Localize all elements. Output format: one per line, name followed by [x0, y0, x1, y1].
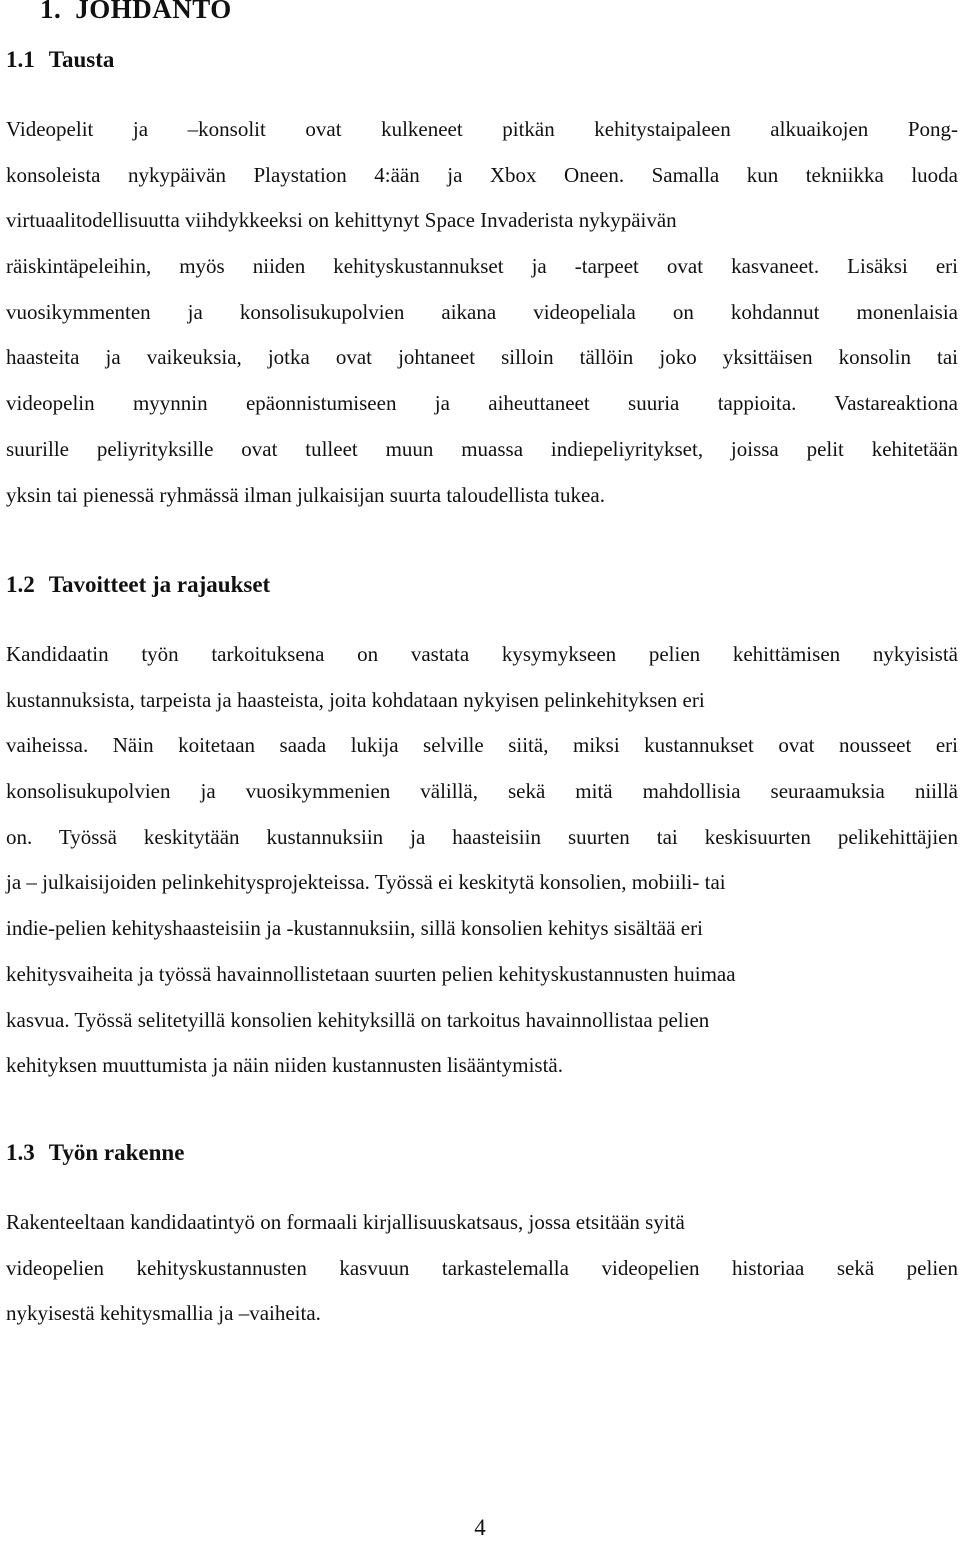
paragraph-line: virtuaalitodellisuutta viihdykkeeksi on kehittynyt Space Invaderista nykypäivän	[6, 208, 677, 233]
paragraph-line: kehitysvaiheita ja työssä havainnollistetaan suurten pelien kehityskustannusten huimaa	[6, 961, 736, 986]
paragraph-line: konsoleista nykypäivän Playstation 4:ään ja Xbox Oneen. Samalla kun tekniikka luoda	[6, 162, 958, 187]
section-number: 1.3	[6, 1140, 35, 1165]
paragraph-line: videopelin myynnin epäonnistumiseen ja aiheuttaneet suuria tappioita. Vastareaktiona	[6, 391, 958, 416]
paragraph-line: konsolisukupolvien ja vuosikymmenien välillä, sekä mitä mahdollisia seuraamuksia niillä	[6, 779, 958, 804]
section-heading-tausta	[6, 47, 114, 73]
paragraph-line: indie-pelien kehityshaasteisiin ja -kustannuksiin, sillä konsolien kehitys sisältää eri	[6, 916, 703, 941]
paragraph-line: nykyisestä kehitysmallia ja –vaiheita.	[6, 1301, 321, 1326]
paragraph-line: kustannuksista, tarpeista ja haasteista, joita kohdataan nykyisen pelinkehityksen eri	[6, 687, 705, 712]
paragraph-line: Videopelit ja –konsolit ovat kulkeneet pitkän kehitystaipaleen alkuaikojen Pong-	[6, 117, 958, 141]
paragraph-line: kehityksen muuttumista ja näin niiden kustannusten lisääntymistä.	[6, 1053, 564, 1078]
paragraph-line: vuosikymmenten ja konsolisukupolvien aikana videopeliala on kohdannut monenlaisia	[6, 299, 958, 324]
paragraph-line: haasteita ja vaikeuksia, jotka ovat johtaneet silloin tällöin joko yksittäisen konsolin tai	[6, 345, 958, 370]
paragraph-line: ja – julkaisijoiden pelinkehitysprojekteissa. Työssä ei keskitytä konsolien, mobiili- tai	[6, 870, 726, 895]
paragraph-line: Kandidaatin työn tarkoituksena on vastata kysymykseen pelien kehittämisen nykyisistä	[6, 642, 958, 666]
paragraph-line: kasvua. Työssä selitetyillä konsolien kehityksillä on tarkoitus havainnollistaa pelien	[6, 1007, 710, 1032]
paragraph-line: suurille peliyrityksille ovat tulleet muun muassa indiepeliyritykset, joissa pelit kehitetään	[6, 436, 958, 461]
paragraph-line: videopelien kehityskustannusten kasvuun tarkastelemalla videopelien historiaa sekä pelien	[6, 1255, 958, 1280]
chapter-number: 1.	[40, 0, 62, 24]
chapter-title	[40, 0, 232, 25]
paragraph-line: vaiheissa. Näin koitetaan saada lukija selville siitä, miksi kustannukset ovat nousseet eri	[6, 733, 958, 758]
section-heading-tavoitteet	[6, 572, 270, 598]
chapter-title-text: JOHDANTO	[75, 0, 232, 24]
section-heading-rakenne	[6, 1140, 184, 1166]
paragraph-line: on. Työssä keskitytään kustannuksiin ja haasteisiin suurten tai keskisuurten pelikehittäjien	[6, 824, 958, 849]
paragraph-tausta	[6, 107, 958, 518]
paragraph-line: Rakenteeltaan kandidaatintyö on formaali kirjallisuuskatsaus, jossa etsitään syitä	[6, 1210, 685, 1234]
section-title: Tausta	[48, 47, 115, 72]
section-title: Työn rakenne	[48, 1140, 185, 1165]
paragraph-tavoitteet	[6, 632, 958, 1089]
paragraph-line: räiskintäpeleihin, myös niiden kehityskustannukset ja -tarpeet ovat kasvaneet. Lisäksi eri	[6, 254, 958, 279]
section-number: 1.2	[6, 572, 35, 597]
page-number: 4	[474, 1515, 486, 1540]
section-title: Tavoitteet ja rajaukset	[48, 572, 271, 597]
paragraph-line: yksin tai pienessä ryhmässä ilman julkaisijan suurta taloudellista tukea.	[6, 482, 605, 507]
section-number: 1.1	[6, 47, 35, 72]
paragraph-rakenne	[6, 1200, 958, 1337]
